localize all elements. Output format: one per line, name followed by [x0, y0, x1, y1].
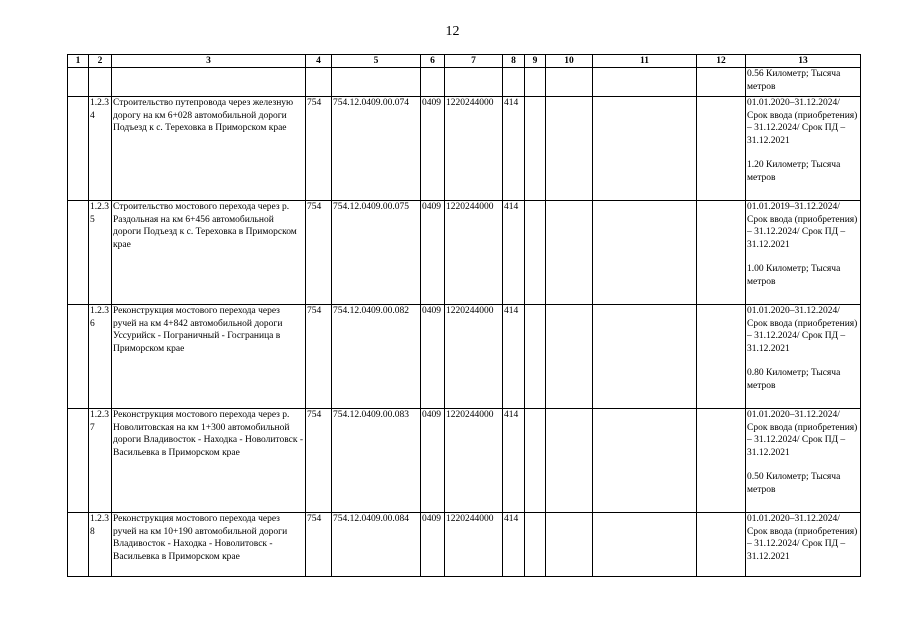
code-cell: 0409: [421, 201, 445, 305]
table-row: [68, 409, 861, 513]
code-cell: 414: [503, 305, 525, 409]
code-cell: 754: [306, 513, 332, 577]
code-cell: 754.12.0409.00.075: [332, 201, 421, 305]
period-text: 01.01.2020–31.12.2024/ Срок ввода (приобретения) – 31.12.2024/ Срок ПД – 31.12.2021: [747, 98, 858, 146]
code-cell: 754.12.0409.00.082: [332, 305, 421, 409]
item-number: 1.2.3 7: [89, 409, 112, 513]
period-text: 01.01.2020–31.12.2024/ Срок ввода (приобретения) – 31.12.2024/ Срок ПД – 31.12.2021: [747, 410, 858, 458]
code-cell: 754.12.0409.00.083: [332, 409, 421, 513]
table-row: [68, 97, 861, 201]
table-row: [68, 305, 861, 409]
table-row: [68, 68, 861, 97]
code-cell: 754: [306, 305, 332, 409]
data-table: [67, 54, 861, 577]
measure-text: 1.20 Километр; Тысяча метров: [747, 160, 841, 183]
column-header: 8: [503, 55, 525, 68]
code-cell: 1220244000: [445, 409, 503, 513]
column-header: 6: [421, 55, 445, 68]
table-row: [68, 201, 861, 305]
code-cell: 0409: [421, 513, 445, 577]
code-cell: 754.12.0409.00.084: [332, 513, 421, 577]
object-name: Реконструкция мостового перехода через ручей на км 4+842 автомобильной дороги Уссурийск - Пограничный - Госграница в Приморском крае: [112, 305, 306, 409]
item-number: 1.2.3 6: [89, 305, 112, 409]
column-header: 4: [306, 55, 332, 68]
period-text: 01.01.2020–31.12.2024/ Срок ввода (приобретения) – 31.12.2024/ Срок ПД – 31.12.2021: [747, 514, 858, 562]
code-cell: 414: [503, 201, 525, 305]
code-cell: 0409: [421, 97, 445, 201]
table-row: [68, 513, 861, 577]
item-number: 1.2.3 5: [89, 201, 112, 305]
code-cell: 414: [503, 513, 525, 577]
code-cell: 1220244000: [445, 201, 503, 305]
item-number: 1.2.3 4: [89, 97, 112, 201]
period-cell: [746, 513, 861, 577]
header-row: [68, 55, 861, 68]
column-header: 5: [332, 55, 421, 68]
measure-text: 0.50 Километр; Тысяча метров: [747, 472, 841, 495]
object-name: Строительство мостового перехода через р. Раздольная на км 6+456 автомобильной дороги Подъезд к с. Тереховка в Приморском крае: [112, 201, 306, 305]
code-cell: 754.12.0409.00.074: [332, 97, 421, 201]
column-header: 3: [112, 55, 306, 68]
column-header: 10: [546, 55, 593, 68]
code-cell: 754: [306, 409, 332, 513]
object-name: Реконструкция мостового перехода через ручей на км 10+190 автомобильной дороги Владивосток - Находка - Новолитовск - Васильевка в Приморском крае: [112, 513, 306, 577]
item-number: 1.2.3 8: [89, 513, 112, 577]
code-cell: 754: [306, 201, 332, 305]
column-header: 12: [697, 55, 746, 68]
period-cell: [746, 201, 861, 305]
code-cell: 1220244000: [445, 97, 503, 201]
column-header: 11: [593, 55, 697, 68]
code-cell: 1220244000: [445, 305, 503, 409]
period-text: 01.01.2019–31.12.2024/ Срок ввода (приобретения) – 31.12.2024/ Срок ПД – 31.12.2021: [747, 202, 858, 250]
code-cell: 754: [306, 97, 332, 201]
object-name: Реконструкция мостового перехода через р. Новолитовская на км 1+300 автомобильной дороги Владивосток - Находка - Новолитовск - Васильевка в Приморском крае: [112, 409, 306, 513]
column-header: 1: [68, 55, 89, 68]
period-text: 01.01.2020–31.12.2024/ Срок ввода (приобретения) – 31.12.2024/ Срок ПД – 31.12.2021: [747, 306, 858, 354]
code-cell: 0409: [421, 305, 445, 409]
period-cell: [746, 305, 861, 409]
page-number: 12: [445, 24, 460, 39]
object-name: Строительство путепровода через железную дорогу на км 6+028 автомобильной дороги Подъезд к с. Тереховка в Приморском крае: [112, 97, 306, 201]
code-cell: 414: [503, 409, 525, 513]
column-header: 2: [89, 55, 112, 68]
code-cell: 414: [503, 97, 525, 201]
column-header: 13: [746, 55, 861, 68]
measure-text: 1.00 Километр; Тысяча метров: [747, 264, 841, 287]
column-header: 7: [445, 55, 503, 68]
measure-text: 0.80 Километр; Тысяча метров: [747, 368, 841, 391]
period-cell: [746, 409, 861, 513]
code-cell: 0409: [421, 409, 445, 513]
column-header: 9: [525, 55, 546, 68]
period-cell: [746, 97, 861, 201]
measure-cell: 0.56 Километр; Тысяча метров: [746, 68, 861, 97]
code-cell: 1220244000: [445, 513, 503, 577]
